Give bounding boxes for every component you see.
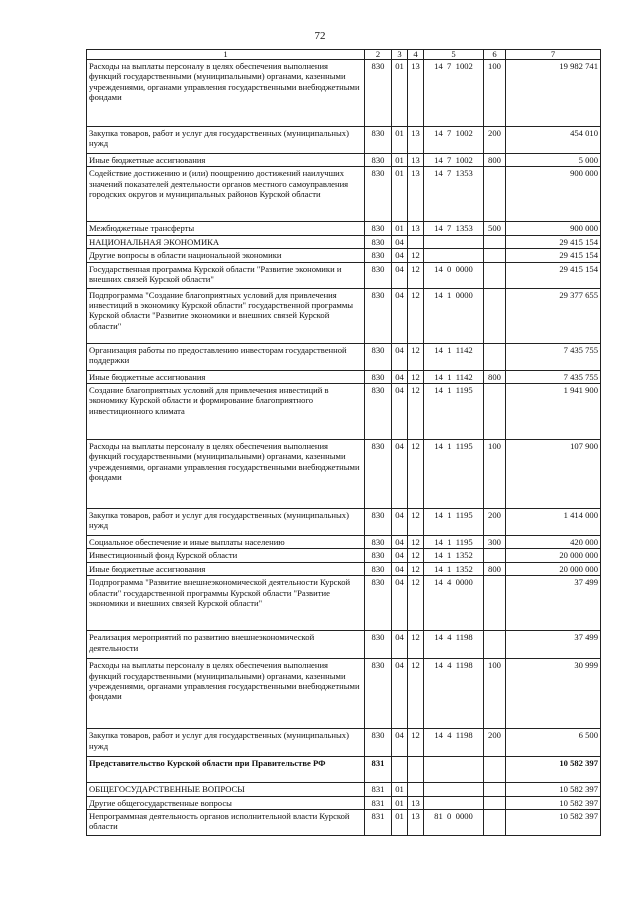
cell-sum: 420 000 [506, 536, 601, 549]
cell-csr [424, 796, 484, 809]
cell-csr: 14 1 1142 [424, 370, 484, 383]
cell-csr: 14 4 1198 [424, 659, 484, 729]
cell-pr: 12 [408, 343, 424, 370]
cell-csr [424, 783, 484, 796]
cell-gr: 830 [365, 127, 392, 154]
table-row [87, 288, 601, 343]
table-row [87, 167, 601, 222]
cell-vr: 200 [484, 127, 506, 154]
cell-gr: 830 [365, 235, 392, 248]
cell-sum: 454 010 [506, 127, 601, 154]
cell-vr [484, 288, 506, 343]
cell-sum: 20 000 000 [506, 562, 601, 575]
cell-sum: 7 435 755 [506, 370, 601, 383]
cell-vr [484, 249, 506, 262]
cell-sum: 7 435 755 [506, 343, 601, 370]
cell-sum: 10 582 397 [506, 757, 601, 783]
table-row [87, 370, 601, 383]
cell-pr: 13 [408, 810, 424, 836]
cell-pr: 12 [408, 288, 424, 343]
cell-gr: 830 [365, 562, 392, 575]
cell-gr: 830 [365, 384, 392, 440]
budget-table [86, 49, 601, 836]
cell-rz: 04 [392, 440, 408, 509]
cell-vr [484, 167, 506, 222]
cell-name: Инвестиционный фонд Курской области [87, 549, 365, 562]
cell-rz: 04 [392, 262, 408, 288]
cell-gr: 830 [365, 631, 392, 659]
cell-name: Закупка товаров, работ и услуг для государственных (муниципальных) нужд [87, 127, 365, 154]
cell-gr: 830 [365, 262, 392, 288]
table-row [87, 222, 601, 235]
table-row [87, 783, 601, 796]
cell-rz: 01 [392, 810, 408, 836]
table-row [87, 729, 601, 757]
cell-pr: 12 [408, 729, 424, 757]
cell-gr: 830 [365, 222, 392, 235]
cell-rz [392, 757, 408, 783]
cell-rz: 01 [392, 783, 408, 796]
cell-name: Реализация мероприятий по развитию внешнеэкономической деятельности [87, 631, 365, 659]
cell-name: Организация работы по предоставлению инвесторам государственной поддержки [87, 343, 365, 370]
cell-pr: 12 [408, 536, 424, 549]
cell-rz: 04 [392, 631, 408, 659]
cell-csr: 14 1 1195 [424, 440, 484, 509]
col-header-vr: 6 [484, 50, 506, 60]
cell-rz: 04 [392, 549, 408, 562]
cell-vr: 800 [484, 154, 506, 167]
table-row [87, 127, 601, 154]
cell-gr: 831 [365, 810, 392, 836]
table-row [87, 384, 601, 440]
table-header-row [87, 50, 601, 60]
cell-sum: 19 982 741 [506, 60, 601, 127]
cell-sum: 1 414 000 [506, 509, 601, 536]
cell-sum: 30 999 [506, 659, 601, 729]
cell-csr [424, 235, 484, 248]
col-header-rz: 3 [392, 50, 408, 60]
cell-sum: 37 499 [506, 576, 601, 631]
cell-rz: 04 [392, 343, 408, 370]
col-header-csr: 5 [424, 50, 484, 60]
cell-vr [484, 549, 506, 562]
cell-pr: 12 [408, 659, 424, 729]
cell-vr: 200 [484, 509, 506, 536]
cell-gr: 830 [365, 509, 392, 536]
cell-rz: 01 [392, 796, 408, 809]
cell-csr: 14 1 1352 [424, 549, 484, 562]
cell-name: ОБЩЕГОСУДАРСТВЕННЫЕ ВОПРОСЫ [87, 783, 365, 796]
cell-csr: 14 1 1352 [424, 562, 484, 575]
cell-name: Закупка товаров, работ и услуг для государственных (муниципальных) нужд [87, 729, 365, 757]
cell-gr: 830 [365, 343, 392, 370]
table-row [87, 757, 601, 783]
cell-vr [484, 810, 506, 836]
cell-sum: 10 582 397 [506, 783, 601, 796]
cell-csr: 14 7 1353 [424, 222, 484, 235]
cell-gr: 830 [365, 729, 392, 757]
cell-gr: 830 [365, 659, 392, 729]
cell-rz: 04 [392, 235, 408, 248]
cell-pr: 12 [408, 262, 424, 288]
table-row [87, 576, 601, 631]
cell-gr: 830 [365, 288, 392, 343]
cell-vr: 100 [484, 440, 506, 509]
table-row [87, 60, 601, 127]
cell-csr: 14 7 1002 [424, 154, 484, 167]
table-row [87, 549, 601, 562]
cell-rz: 01 [392, 127, 408, 154]
cell-name: Иные бюджетные ассигнования [87, 370, 365, 383]
cell-pr: 12 [408, 576, 424, 631]
cell-rz: 04 [392, 509, 408, 536]
cell-pr: 13 [408, 60, 424, 127]
cell-gr: 831 [365, 783, 392, 796]
cell-csr: 14 4 1198 [424, 631, 484, 659]
cell-sum: 37 499 [506, 631, 601, 659]
cell-gr: 830 [365, 60, 392, 127]
cell-sum: 900 000 [506, 167, 601, 222]
cell-rz: 04 [392, 729, 408, 757]
table-row [87, 562, 601, 575]
cell-vr [484, 343, 506, 370]
cell-name: Представительство Курской области при Правительстве РФ [87, 757, 365, 783]
cell-csr: 14 1 0000 [424, 288, 484, 343]
cell-gr: 831 [365, 757, 392, 783]
cell-csr: 14 7 1002 [424, 60, 484, 127]
cell-vr [484, 576, 506, 631]
cell-vr [484, 783, 506, 796]
table-row [87, 631, 601, 659]
cell-name: Содействие достижению и (или) поощрению достижений наилучших значений показателей деятельности органов местного самоуправления городских округов и муниципальных районов Курской области [87, 167, 365, 222]
cell-csr: 14 1 1195 [424, 509, 484, 536]
cell-rz: 01 [392, 222, 408, 235]
cell-name: Другие общегосударственные вопросы [87, 796, 365, 809]
cell-name: Создание благоприятных условий для привлечения инвестиций в экономику Курской области и формирование благоприятного инвестиционного климата [87, 384, 365, 440]
cell-name: Непрограммная деятельность органов исполнительной власти Курской области [87, 810, 365, 836]
cell-pr: 12 [408, 562, 424, 575]
cell-rz: 01 [392, 60, 408, 127]
cell-vr: 100 [484, 659, 506, 729]
cell-vr: 500 [484, 222, 506, 235]
table-row [87, 536, 601, 549]
cell-sum: 10 582 397 [506, 810, 601, 836]
cell-csr: 14 4 1198 [424, 729, 484, 757]
cell-vr [484, 235, 506, 248]
cell-csr: 14 7 1002 [424, 127, 484, 154]
col-header-sum: 7 [506, 50, 601, 60]
table-row [87, 440, 601, 509]
cell-pr: 12 [408, 370, 424, 383]
cell-vr: 800 [484, 370, 506, 383]
cell-sum: 29 377 655 [506, 288, 601, 343]
cell-gr: 830 [365, 370, 392, 383]
cell-pr: 12 [408, 384, 424, 440]
cell-name: Иные бюджетные ассигнования [87, 562, 365, 575]
cell-sum: 107 900 [506, 440, 601, 509]
cell-sum: 29 415 154 [506, 249, 601, 262]
cell-rz: 04 [392, 576, 408, 631]
cell-vr [484, 796, 506, 809]
table-row [87, 343, 601, 370]
cell-sum: 29 415 154 [506, 235, 601, 248]
cell-pr: 13 [408, 127, 424, 154]
cell-rz: 04 [392, 288, 408, 343]
cell-csr: 14 1 1195 [424, 384, 484, 440]
cell-vr: 300 [484, 536, 506, 549]
cell-name: Расходы на выплаты персоналу в целях обеспечения выполнения функций государственными (муниципальными) органами, казенными учреждениями, органами управления государственными внебюджетными фондами [87, 60, 365, 127]
cell-sum: 900 000 [506, 222, 601, 235]
cell-sum: 1 941 900 [506, 384, 601, 440]
cell-gr: 831 [365, 796, 392, 809]
cell-pr [408, 757, 424, 783]
cell-rz: 04 [392, 562, 408, 575]
cell-name: Межбюджетные трансферты [87, 222, 365, 235]
table-row [87, 659, 601, 729]
cell-rz: 01 [392, 154, 408, 167]
cell-csr: 14 1 1142 [424, 343, 484, 370]
cell-name: Закупка товаров, работ и услуг для государственных (муниципальных) нужд [87, 509, 365, 536]
col-header-name: 1 [87, 50, 365, 60]
cell-csr: 14 4 0000 [424, 576, 484, 631]
cell-gr: 830 [365, 167, 392, 222]
cell-gr: 830 [365, 536, 392, 549]
cell-vr: 800 [484, 562, 506, 575]
cell-gr: 830 [365, 440, 392, 509]
table-row [87, 810, 601, 836]
cell-rz: 04 [392, 249, 408, 262]
table-body [87, 50, 601, 836]
cell-name: Иные бюджетные ассигнования [87, 154, 365, 167]
cell-name: Подпрограмма "Развитие внешнеэкономической деятельности Курской области" государственной программы Курской области "Развитие экономики и внешних связей Курской области" [87, 576, 365, 631]
cell-name: Подпрограмма "Создание благоприятных условий для привлечения инвестиций в экономику Курской области" государственной программы Курской области "Развитие экономики и внешних связей Курской области" [87, 288, 365, 343]
cell-gr: 830 [365, 154, 392, 167]
cell-sum: 29 415 154 [506, 262, 601, 288]
cell-csr: 14 7 1353 [424, 167, 484, 222]
cell-rz: 01 [392, 167, 408, 222]
table-row [87, 262, 601, 288]
cell-csr: 81 0 0000 [424, 810, 484, 836]
cell-name: Другие вопросы в области национальной экономики [87, 249, 365, 262]
cell-name: Социальное обеспечение и иные выплаты населению [87, 536, 365, 549]
col-header-pr: 4 [408, 50, 424, 60]
cell-vr: 100 [484, 60, 506, 127]
table-row [87, 796, 601, 809]
cell-pr: 13 [408, 222, 424, 235]
cell-pr: 12 [408, 440, 424, 509]
cell-pr: 12 [408, 249, 424, 262]
cell-csr: 14 0 0000 [424, 262, 484, 288]
cell-csr [424, 249, 484, 262]
cell-rz: 04 [392, 659, 408, 729]
cell-name: Расходы на выплаты персоналу в целях обеспечения выполнения функций государственными (муниципальными) органами, казенными учреждениями, органами управления государственными внебюджетными фондами [87, 659, 365, 729]
cell-csr [424, 757, 484, 783]
cell-rz: 04 [392, 370, 408, 383]
cell-gr: 830 [365, 249, 392, 262]
cell-pr [408, 783, 424, 796]
cell-sum: 5 000 [506, 154, 601, 167]
cell-gr: 830 [365, 549, 392, 562]
cell-name: Государственная программа Курской области "Развитие экономики и внешних связей Курской области" [87, 262, 365, 288]
cell-vr [484, 757, 506, 783]
table-row [87, 509, 601, 536]
page-number: 72 [314, 30, 326, 42]
cell-sum: 10 582 397 [506, 796, 601, 809]
cell-pr: 12 [408, 549, 424, 562]
cell-pr: 12 [408, 509, 424, 536]
cell-csr: 14 1 1195 [424, 536, 484, 549]
cell-sum: 20 000 000 [506, 549, 601, 562]
cell-vr: 200 [484, 729, 506, 757]
cell-name: Расходы на выплаты персоналу в целях обеспечения выполнения функций государственными (муниципальными) органами, казенными учреждениями, органами управления государственными внебюджетными фондами [87, 440, 365, 509]
cell-name: НАЦИОНАЛЬНАЯ ЭКОНОМИКА [87, 235, 365, 248]
cell-pr [408, 235, 424, 248]
table-row [87, 249, 601, 262]
cell-pr: 13 [408, 796, 424, 809]
cell-pr: 13 [408, 167, 424, 222]
cell-pr: 12 [408, 631, 424, 659]
cell-vr [484, 384, 506, 440]
cell-gr: 830 [365, 576, 392, 631]
table-row [87, 154, 601, 167]
col-header-gr: 2 [365, 50, 392, 60]
cell-pr: 13 [408, 154, 424, 167]
cell-rz: 04 [392, 536, 408, 549]
cell-vr [484, 631, 506, 659]
table-row [87, 235, 601, 248]
cell-sum: 6 500 [506, 729, 601, 757]
cell-rz: 04 [392, 384, 408, 440]
cell-vr [484, 262, 506, 288]
